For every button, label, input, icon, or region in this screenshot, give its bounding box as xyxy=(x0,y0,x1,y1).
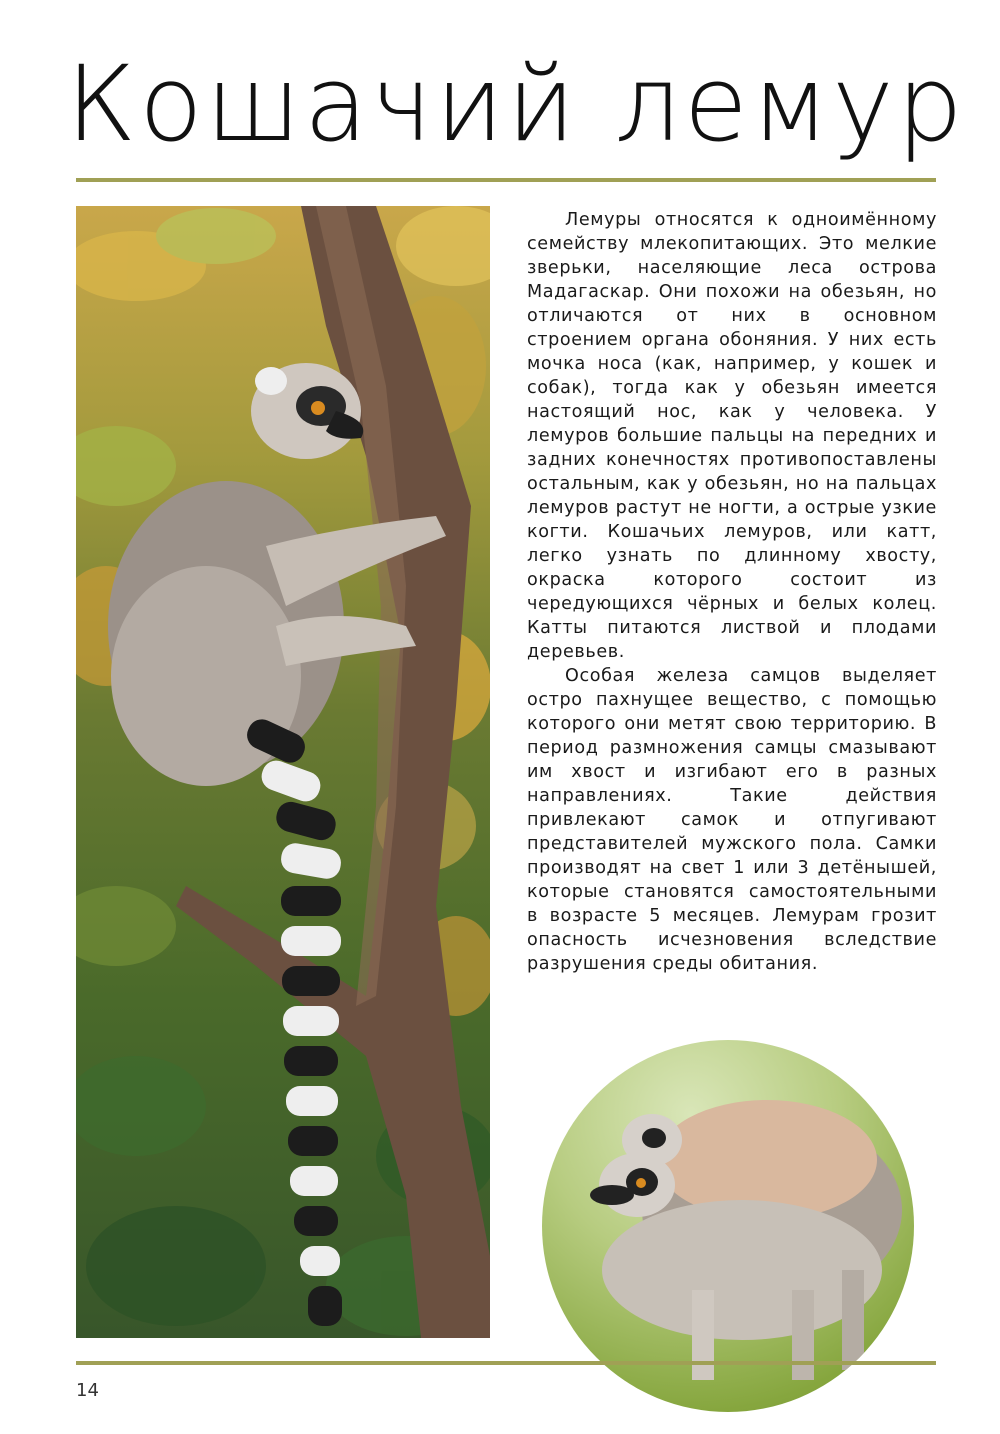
page-number: 14 xyxy=(76,1380,99,1401)
paragraph-2: Особая железа самцов выделяет остро пахнущее вещество, с помощью которого они метят свою территорию. В период размножения самцы смазывают им хвост и изгибают его в разных направлениях. Такие действия привлекают самок и отпугивают представителей мужского пола. Самки производят на свет 1 или 3 детёнышей, которые становятся самостоятельными в возрасте 5 месяцев. Лемурам грозит опасность исчезновения вследствие разрушения среды обитания. xyxy=(527,666,937,974)
article-text xyxy=(527,208,937,976)
title-divider xyxy=(76,178,936,182)
page-title: Кошачий лемур xyxy=(66,43,966,165)
lemur-with-baby-photo xyxy=(542,1040,914,1412)
paragraph-1: Лемуры относятся к одноимённому семейству млекопитающих. Это мелкие зверьки, населяющие леса острова Мадагаскар. Они похожи на обезьян, но отличаются от них в основном строением органа обоняния. У них есть мочка носа (как, например, у кошек и собак), тогда как у обезьян имеется настоящий нос, как у человека. У лемуров большие пальцы на передних и задних конечностях противопоставлены остальным, как у обезьян, но на пальцах лемуров растут не ногти, а острые узкие когти. Кошачьих лемуров, или катт, легко узнать по длинному хвосту, окраска которого состоит из чередующихся чёрных и белых колец. Катты питаются листвой и плодами деревьев. xyxy=(527,210,937,662)
footer-divider xyxy=(76,1361,936,1365)
lemur-on-tree-photo xyxy=(76,206,490,1338)
